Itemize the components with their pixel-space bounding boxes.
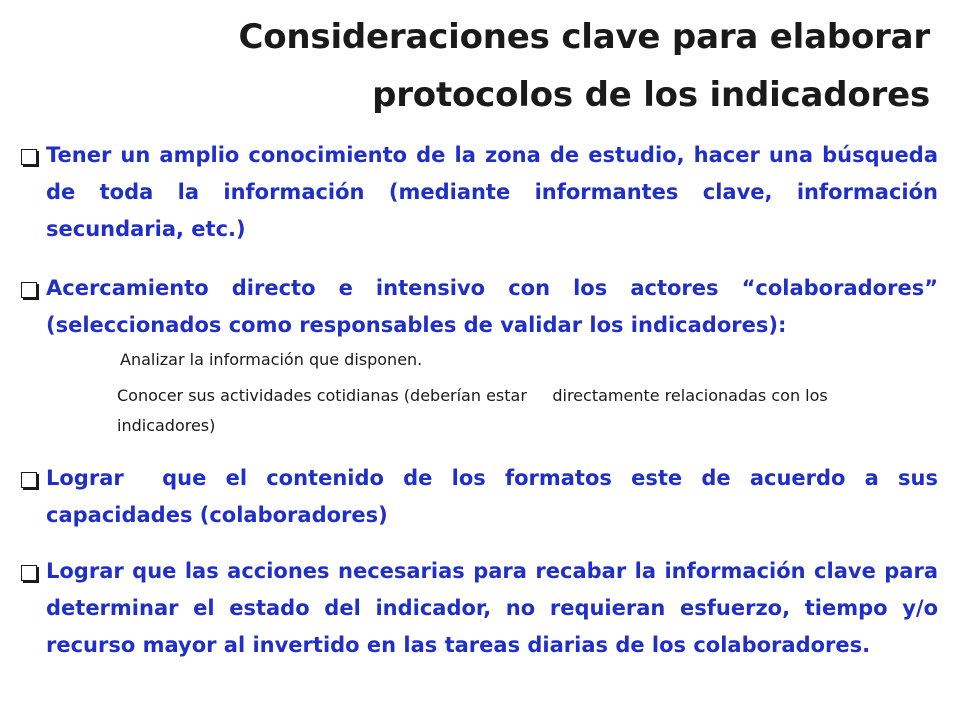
- bullet-text: Acercamiento directo e intensivo con los actores “colaboradores” (seleccionados como responsables de validar los indicadores):: [46, 276, 938, 337]
- checkbox-square-icon: [21, 282, 37, 298]
- bullet-text: Lograr que el contenido de los formatos este de acuerdo a sus capacidades (colaboradores): [46, 466, 946, 527]
- bullet-text: Tener un amplio conocimiento de la zona de estudio, hacer una búsqueda de toda la información (mediante informantes clave, información secundaria, etc.): [46, 143, 938, 241]
- title-line-1: Consideraciones clave para elaborar: [238, 17, 930, 57]
- slide-title: [150, 8, 930, 124]
- checkbox-square-icon: [21, 149, 37, 165]
- checkbox-square-icon: [21, 565, 37, 581]
- bullet-item: [20, 460, 946, 534]
- title-line-2: protocolos de los indicadores: [372, 75, 930, 115]
- bullet-item: [20, 270, 938, 344]
- checkbox-square-icon: [21, 472, 37, 488]
- sub-item: Conocer sus actividades cotidianas (deberían estar directamente relacionadas con los indicadores): [117, 386, 833, 435]
- sub-item: Analizar la información que disponen.: [120, 350, 423, 369]
- bullet-item: [20, 553, 938, 664]
- bullet-text: Lograr que las acciones necesarias para recabar la información clave para determinar el estado del indicador, no requieran esfuerzo, tiempo y/o recurso mayor al invertido en las tareas diarias de los colaboradores.: [46, 559, 938, 657]
- bullet-item: [20, 137, 938, 248]
